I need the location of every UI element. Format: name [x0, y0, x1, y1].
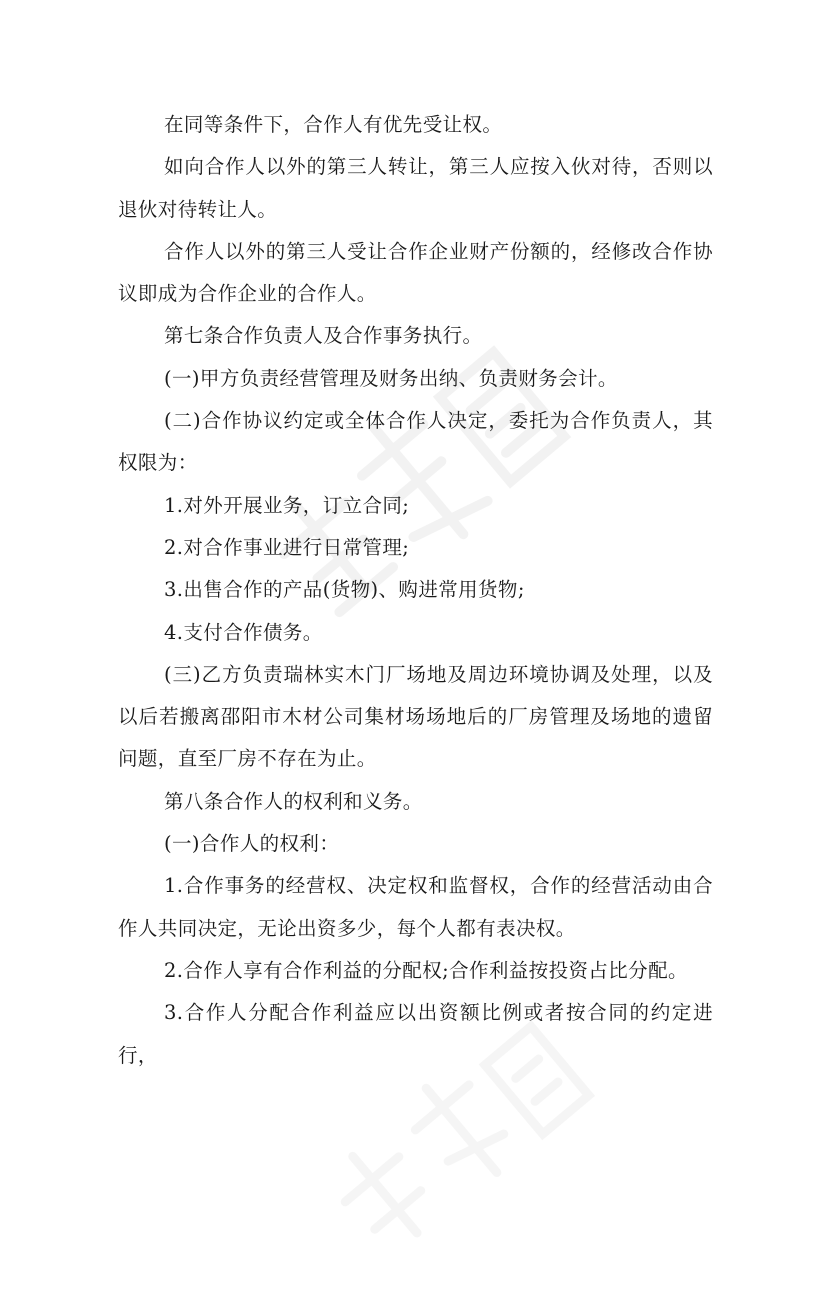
paragraph: (二)合作协议约定或全体合作人决定，委托为合作负责人，其权限为：: [118, 409, 713, 475]
document-body: [118, 104, 713, 1077]
paragraph: 在同等条件下，合作人有优先受让权。: [164, 113, 503, 136]
paragraph: (三)乙方负责瑞林实木门厂场地及周边环境协调及处理，以及以后若搬离邵阳市木材公司集材场场地后的厂房管理及场地的遗留问题，直至厂房不存在为止。: [118, 662, 713, 771]
paragraph: 合作人以外的第三人受让合作企业财产份额的，经修改合作协议即成为合作企业的合作人。: [118, 239, 713, 306]
paragraph: (一)合作人的权利：: [164, 832, 340, 856]
list-item: 1.合作事务的经营权、决定权和监督权，合作的经营活动由合作人共同决定，无论出资多少，每个人都有表决权。: [118, 874, 713, 940]
list-item: 2.对合作事业进行日常管理;: [164, 535, 410, 559]
section-heading-article-8: 第八条合作人的权利和义务。: [164, 789, 423, 813]
section-heading-article-7: 第七条合作负责人及合作事务执行。: [164, 324, 483, 348]
paragraph: 如向合作人以外的第三人转让，第三人应按入伙对待，否则以退伙对待转让人。: [118, 155, 713, 221]
list-item: 4.支付合作债务。: [164, 620, 323, 644]
list-item: 1.对外开展业务，订立合同;: [164, 493, 410, 517]
list-item: 3.出售合作的产品(货物)、购进常用货物;: [164, 578, 525, 602]
paragraph: (一)甲方负责经营管理及财务出纳、负责财务会计。: [164, 366, 618, 390]
list-item: 3.合作人分配合作利益应以出资额比例或者按合同的约定进行，: [118, 1001, 713, 1067]
list-item: 2.合作人享有合作利益的分配权;合作利益按投资占比分配。: [164, 958, 688, 982]
